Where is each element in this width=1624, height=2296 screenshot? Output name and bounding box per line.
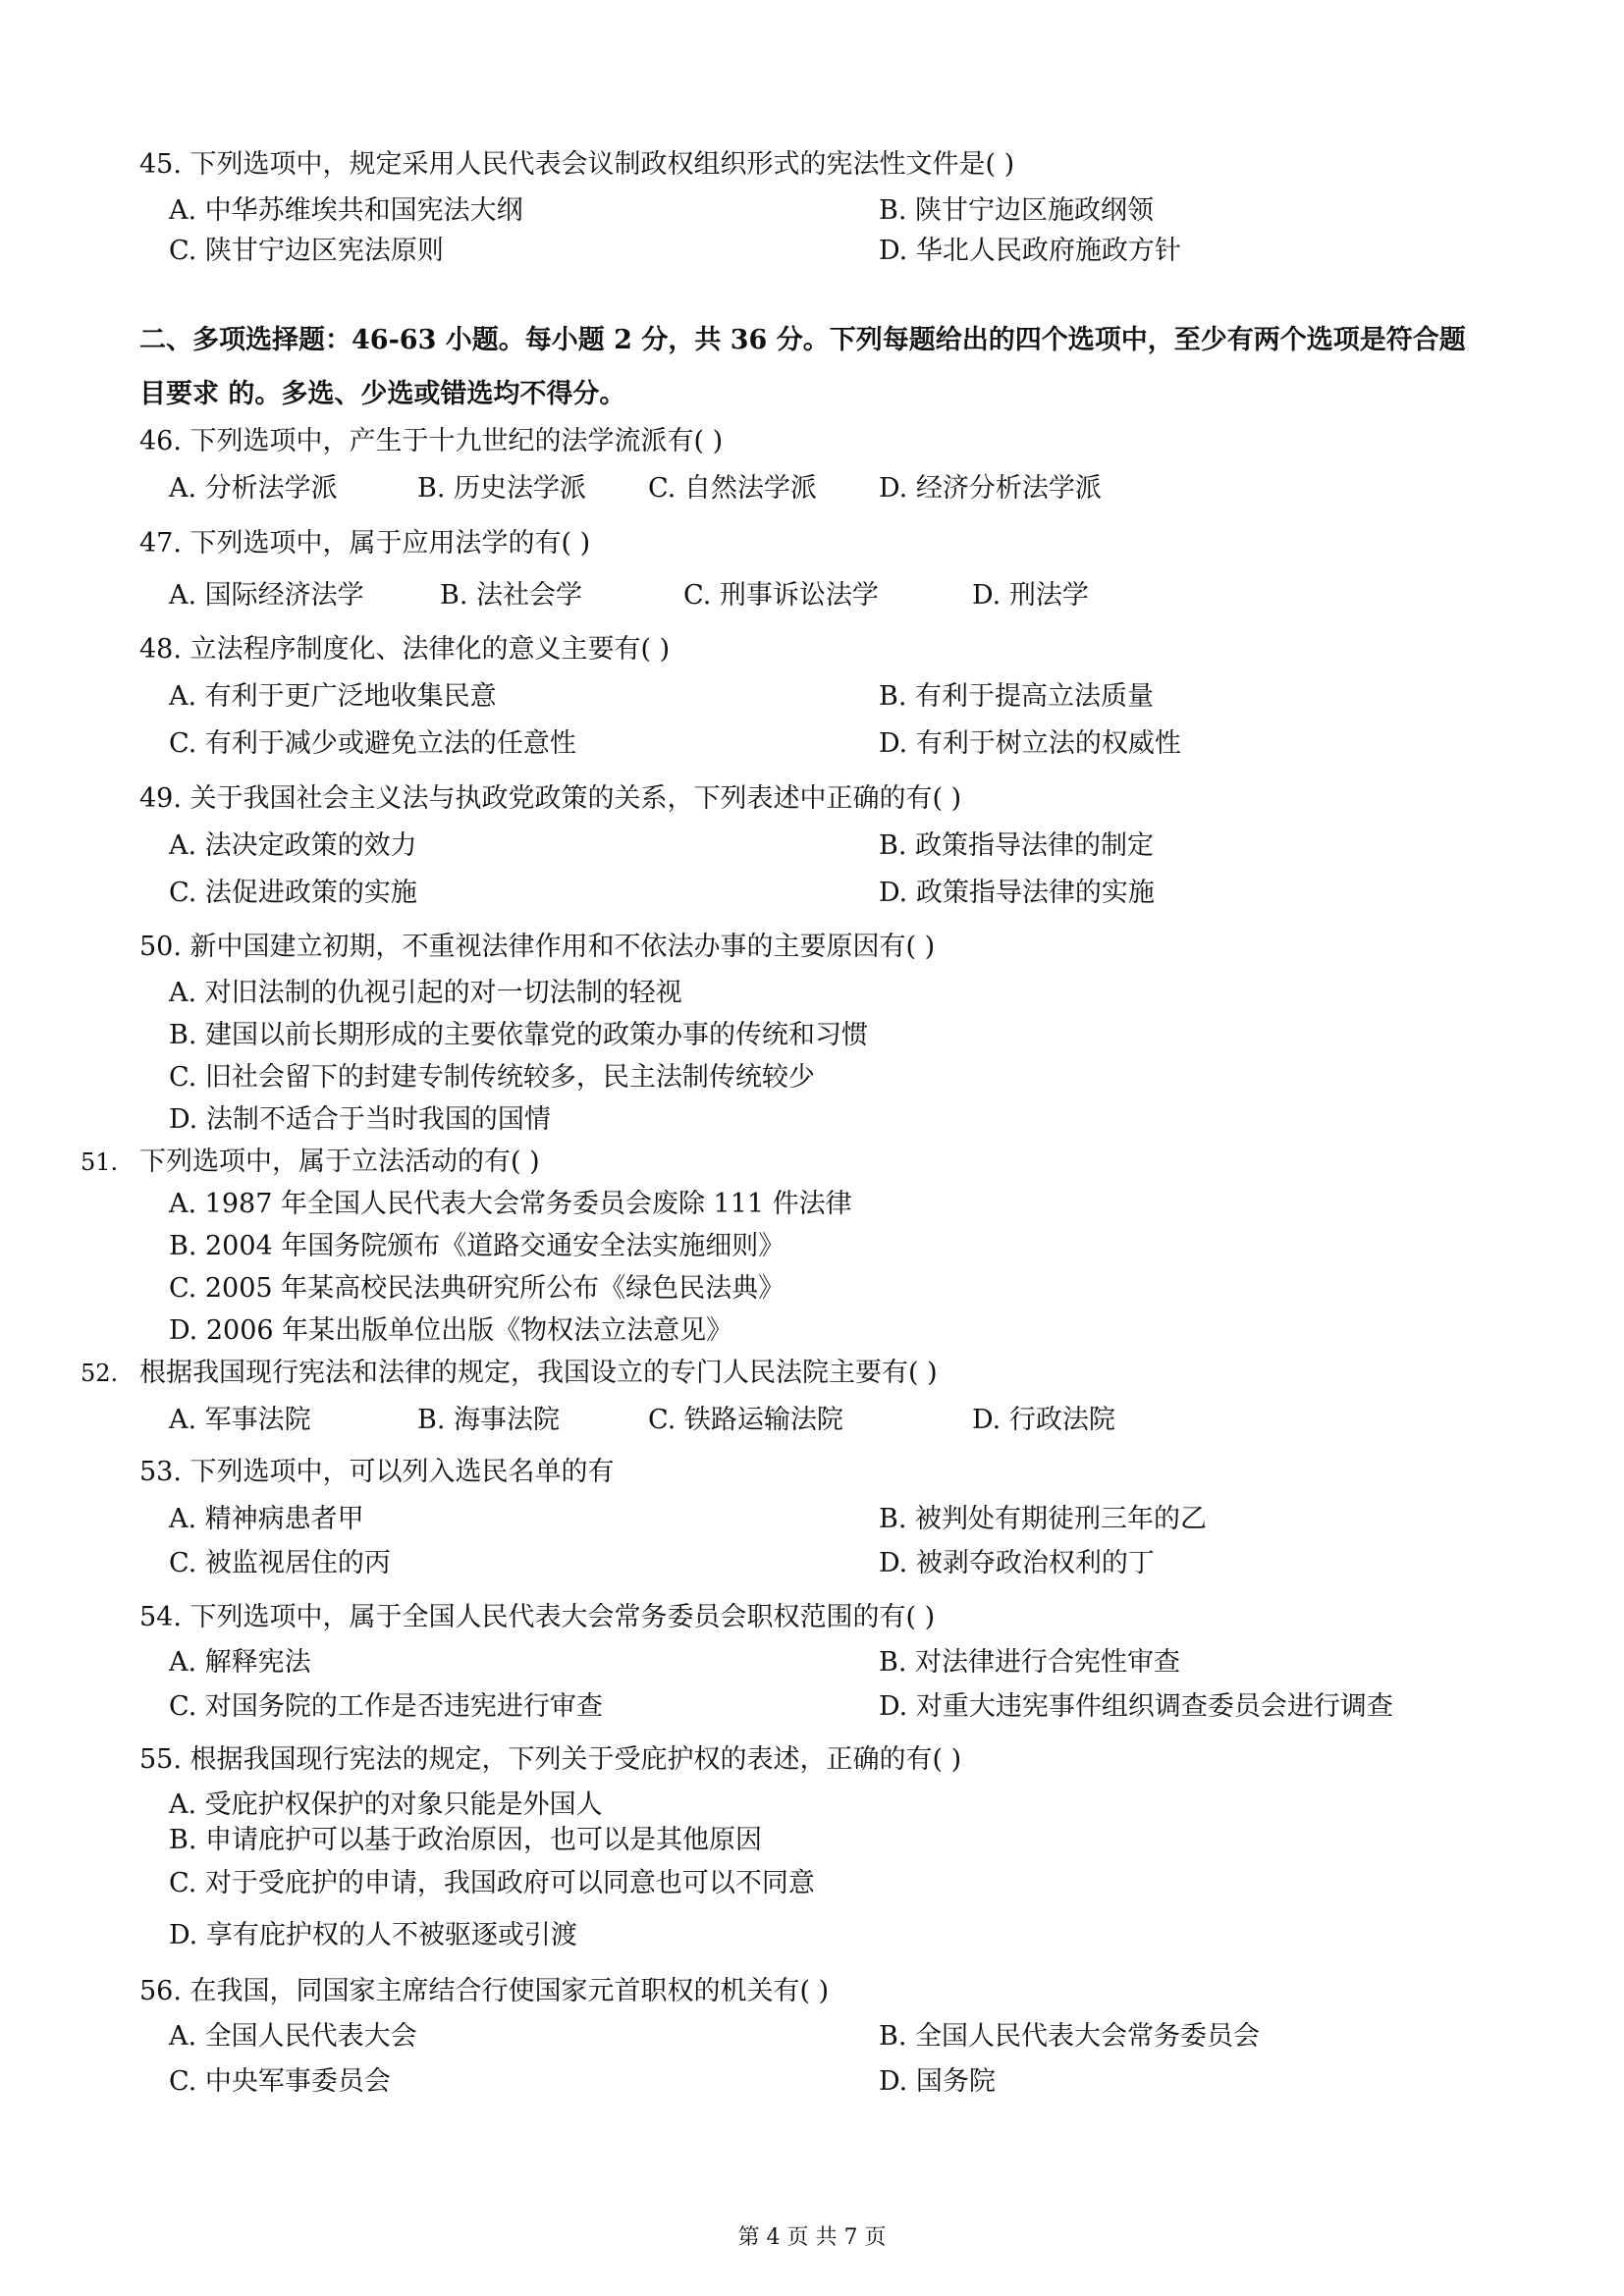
question-46-stem: 46. 下列选项中，产生于十九世纪的法学流派有( ) (139, 426, 724, 456)
question-52-stem: 根据我国现行宪法和法律的规定，我国设立的专门人民法院主要有( ) (139, 1358, 938, 1388)
question-52-option-d: D. 行政法院 (972, 1405, 1115, 1435)
question-49-stem: 49. 关于我国社会主义法与执政党政策的关系，下列表述中正确的有( ) (139, 783, 962, 814)
question-52-number: 52. (81, 1360, 119, 1387)
question-54-option-a: A. 解释宪法 (169, 1647, 311, 1678)
question-47-option-b: B. 法社会学 (440, 580, 583, 611)
question-49-option-b: B. 政策指导法律的制定 (879, 830, 1155, 861)
question-51-option-c: C. 2005 年某高校民法典研究所公布《绿色民法典》 (169, 1273, 785, 1304)
question-46-option-d: D. 经济分析法学派 (879, 473, 1102, 504)
question-50-option-a: A. 对旧法制的仇视引起的对一切法制的轻视 (169, 978, 682, 1008)
question-50-option-c: C. 旧社会留下的封建专制传统较多，民主法制传统较少 (169, 1062, 815, 1093)
question-56-option-a: A. 全国人民代表大会 (169, 2021, 417, 2052)
question-53-option-a: A. 精神病患者甲 (169, 1504, 364, 1534)
question-53-option-c: C. 被监视居住的丙 (169, 1548, 391, 1578)
question-47-option-d: D. 刑法学 (972, 580, 1089, 611)
question-56-option-d: D. 国务院 (879, 2066, 996, 2097)
question-53-stem: 53. 下列选项中，可以列入选民名单的有 (139, 1457, 615, 1487)
question-45-option-b: B. 陕甘宁边区施政纲领 (879, 195, 1155, 226)
page-number-footer: 第 4 页 共 7 页 (737, 2225, 887, 2250)
question-50-option-d: D. 法制不适合于当时我国的国情 (169, 1104, 551, 1135)
question-53-option-d: D. 被剥夺政治权利的丁 (879, 1548, 1155, 1578)
question-54-option-d: D. 对重大违宪事件组织调查委员会进行调查 (879, 1691, 1393, 1722)
question-47-stem: 47. 下列选项中，属于应用法学的有( ) (139, 528, 591, 559)
question-54-stem: 54. 下列选项中，属于全国人民代表大会常务委员会职权范围的有( ) (139, 1602, 936, 1632)
question-56-option-c: C. 中央军事委员会 (169, 2066, 391, 2097)
section-heading-line-1: 二、多项选择题：46-63 小题。每小题 2 分，共 36 分。下列每题给出的四个选项中，至少有两个选项是符合题 (139, 325, 1466, 355)
question-55-option-d: D. 享有庇护权的人不被驱逐或引渡 (169, 1920, 577, 1950)
question-49-option-c: C. 法促进政策的实施 (169, 878, 417, 908)
question-55-option-b: B. 申请庇护可以基于政治原因，也可以是其他原因 (169, 1825, 763, 1855)
question-45-stem: 45. 下列选项中，规定采用人民代表会议制政权组织形式的宪法性文件是( ) (139, 149, 1015, 180)
question-48-stem: 48. 立法程序制度化、法律化的意义主要有( ) (139, 634, 671, 665)
question-47-option-a: A. 国际经济法学 (169, 580, 364, 611)
question-54-option-b: B. 对法律进行合宪性审查 (879, 1647, 1181, 1678)
question-53-option-b: B. 被判处有期徒刑三年的乙 (879, 1504, 1208, 1534)
question-48-option-d: D. 有利于树立法的权威性 (879, 728, 1181, 759)
question-56-stem: 56. 在我国，同国家主席结合行使国家元首职权的机关有( ) (139, 1976, 830, 2006)
question-52-option-c: C. 铁路运输法院 (648, 1405, 843, 1435)
question-51-number: 51. (81, 1148, 119, 1176)
question-49-option-d: D. 政策指导法律的实施 (879, 878, 1155, 908)
question-51-option-d: D. 2006 年某出版单位出版《物权法立法意见》 (169, 1315, 733, 1346)
question-55-stem: 55. 根据我国现行宪法的规定，下列关于受庇护权的表述，正确的有( ) (139, 1744, 962, 1775)
question-49-option-a: A. 法决定政策的效力 (169, 830, 417, 861)
question-50-stem: 50. 新中国建立初期，不重视法律作用和不依法办事的主要原因有( ) (139, 932, 936, 962)
question-51-stem: 下列选项中，属于立法活动的有( ) (139, 1147, 540, 1177)
section-heading-line-2: 目要求 的。多选、少选或错选均不得分。 (139, 379, 626, 409)
question-52-option-a: A. 军事法院 (169, 1405, 311, 1435)
question-45-option-d: D. 华北人民政府施政方针 (879, 236, 1181, 266)
question-55-option-c: C. 对于受庇护的申请，我国政府可以同意也可以不同意 (169, 1868, 815, 1898)
question-48-option-b: B. 有利于提高立法质量 (879, 681, 1155, 712)
question-55-option-a: A. 受庇护权保护的对象只能是外国人 (169, 1789, 603, 1820)
question-56-option-b: B. 全国人民代表大会常务委员会 (879, 2021, 1261, 2052)
question-45-option-c: C. 陕甘宁边区宪法原则 (169, 236, 444, 266)
question-47-option-c: C. 刑事诉讼法学 (683, 580, 879, 611)
question-51-option-b: B. 2004 年国务院颁布《道路交通安全法实施细则》 (169, 1231, 785, 1261)
question-45-option-a: A. 中华苏维埃共和国宪法大纲 (169, 195, 523, 226)
question-51-option-a: A. 1987 年全国人民代表大会常务委员会废除 111 件法律 (169, 1189, 852, 1219)
question-48-option-a: A. 有利于更广泛地收集民意 (169, 681, 497, 712)
question-48-option-c: C. 有利于减少或避免立法的任意性 (169, 728, 576, 759)
question-50-option-b: B. 建国以前长期形成的主要依靠党的政策办事的传统和习惯 (169, 1020, 869, 1050)
question-46-option-a: A. 分析法学派 (169, 473, 338, 504)
question-46-option-b: B. 历史法学派 (417, 473, 587, 504)
question-54-option-c: C. 对国务院的工作是否违宪进行审查 (169, 1691, 603, 1722)
question-46-option-c: C. 自然法学派 (648, 473, 817, 504)
question-52-option-b: B. 海事法院 (417, 1405, 561, 1435)
